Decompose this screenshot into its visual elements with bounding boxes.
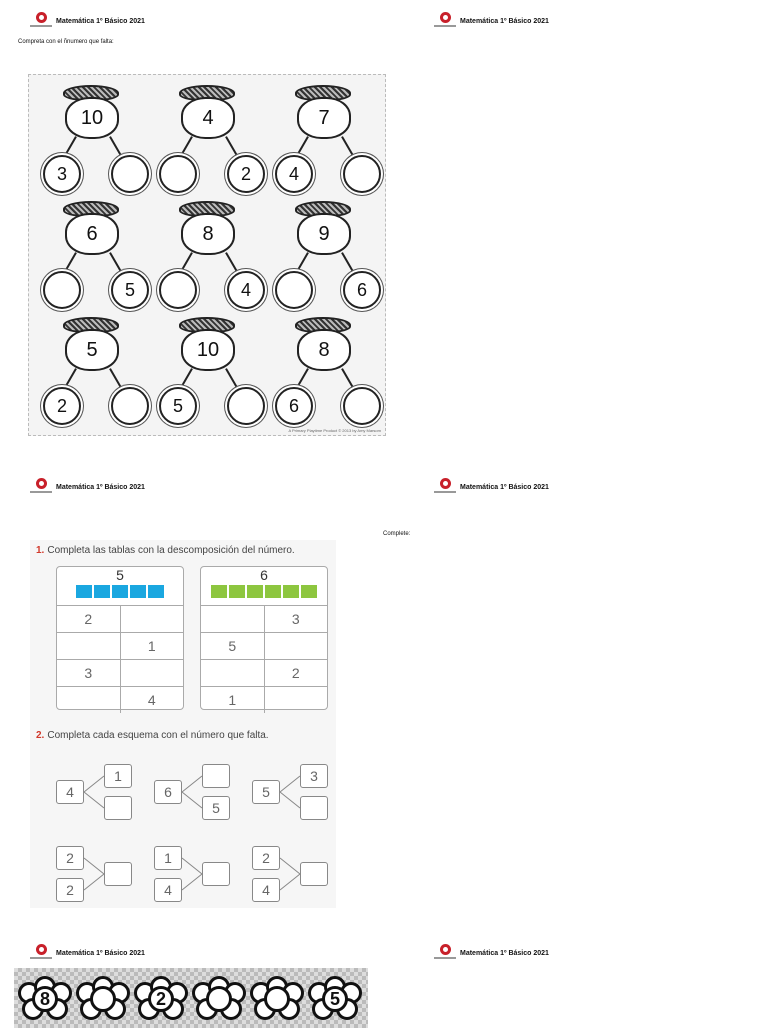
scheme-connector <box>182 776 202 792</box>
scheme-result-box[interactable] <box>202 862 230 886</box>
scheme-connector <box>182 792 202 808</box>
pot-leg <box>109 136 123 158</box>
scheme-part-box: 3 <box>300 764 328 788</box>
flower-number: 2 <box>148 986 174 1012</box>
table-total: 5 <box>116 567 124 583</box>
pot-total: 10 <box>65 97 119 139</box>
pot-problem <box>265 199 383 313</box>
pot-problem <box>33 315 151 429</box>
pot-total: 5 <box>65 329 119 371</box>
school-logo <box>30 478 52 496</box>
flower <box>134 976 188 1022</box>
scheme-part-box[interactable] <box>104 796 132 820</box>
flower-number[interactable] <box>264 986 290 1012</box>
scheme-connector <box>280 858 300 874</box>
scheme-part-box: 1 <box>154 846 182 870</box>
flower-number: 8 <box>32 986 58 1012</box>
flower-number: 5 <box>322 986 348 1012</box>
scheme-connector <box>84 776 104 792</box>
part-circle-left[interactable]: 3 <box>43 155 81 193</box>
flower-number[interactable] <box>90 986 116 1012</box>
question-1-text: Completa las tablas con la descomposición del número. <box>47 545 295 556</box>
part-circle-right[interactable] <box>111 387 149 425</box>
flower <box>250 976 304 1022</box>
scheme-connector <box>280 792 300 808</box>
header-title: Matemática 1º Básico 2021 <box>460 949 549 957</box>
pot-problem <box>265 315 383 429</box>
part-circle-right[interactable]: 5 <box>111 271 149 309</box>
flower <box>192 976 246 1022</box>
header-title: Matemática 1º Básico 2021 <box>56 17 145 25</box>
pot-problem <box>149 199 267 313</box>
page1-instruction: Compreta con el ñnumero que falta: <box>18 39 114 45</box>
table-cell[interactable]: 2 <box>264 660 328 686</box>
table-cell[interactable]: 5 <box>228 638 237 654</box>
pot-leg <box>341 368 355 390</box>
pot-total: 7 <box>297 97 351 139</box>
pot-total: 10 <box>181 329 235 371</box>
pot-problem <box>149 83 267 197</box>
pot-leg <box>225 136 239 158</box>
school-logo <box>30 944 52 962</box>
decomposition-worksheet <box>30 540 336 908</box>
pot-problem <box>265 83 383 197</box>
school-logo <box>30 12 52 30</box>
pot-total: 8 <box>297 329 351 371</box>
flower-number[interactable] <box>206 986 232 1012</box>
scheme-part-box[interactable] <box>202 764 230 788</box>
table-cell[interactable]: 1 <box>120 633 184 659</box>
part-circle-right[interactable] <box>227 387 265 425</box>
header-right-3 <box>434 944 549 962</box>
scheme-connector <box>84 858 104 874</box>
page2-instruction: Complete: <box>383 531 411 537</box>
pot-leg <box>225 252 239 274</box>
part-circle-left[interactable] <box>159 271 197 309</box>
part-circle-right[interactable] <box>343 155 381 193</box>
header-right-1 <box>434 12 549 30</box>
scheme-result-box[interactable] <box>104 862 132 886</box>
scheme-connector <box>280 874 300 890</box>
pot-problem <box>149 315 267 429</box>
pot-total: 8 <box>181 213 235 255</box>
flower <box>308 976 362 1022</box>
scheme-connector <box>182 874 202 890</box>
question-2-text: Completa cada esquema con el número que falta. <box>47 730 269 741</box>
pots-worksheet <box>28 74 386 436</box>
school-logo <box>434 478 456 496</box>
pot-leg <box>225 368 239 390</box>
scheme-part-box[interactable] <box>300 796 328 820</box>
part-circle-right[interactable] <box>343 387 381 425</box>
table-cell[interactable]: 2 <box>84 611 93 627</box>
header-left-1 <box>30 12 145 30</box>
flowers-worksheet <box>14 968 368 1028</box>
part-circle-right[interactable] <box>111 155 149 193</box>
scheme-part-box: 5 <box>202 796 230 820</box>
scheme-connector <box>84 792 104 808</box>
pot-leg <box>109 368 123 390</box>
part-circle-left[interactable] <box>159 155 197 193</box>
header-title: Matemática 1º Básico 2021 <box>460 483 549 491</box>
header-title: Matemática 1º Básico 2021 <box>56 483 145 491</box>
part-circle-left[interactable]: 6 <box>275 387 313 425</box>
scheme-part-box: 2 <box>56 846 84 870</box>
header-title: Matemática 1º Básico 2021 <box>460 17 549 25</box>
pot-problem <box>33 83 151 197</box>
scheme-whole-box: 6 <box>154 780 182 804</box>
worksheet-credit: A Primary Playtime Product © 2013 by Amy Marsom <box>288 428 381 433</box>
table-cell[interactable]: 3 <box>264 606 328 632</box>
flower <box>18 976 72 1022</box>
header-right-2 <box>434 478 549 496</box>
scheme-whole-box: 5 <box>252 780 280 804</box>
scheme-part-box: 2 <box>252 846 280 870</box>
scheme-connector <box>182 858 202 874</box>
header-left-2 <box>30 478 145 496</box>
school-logo <box>434 944 456 962</box>
header-left-3 <box>30 944 145 962</box>
scheme-result-box[interactable] <box>300 862 328 886</box>
table-cell[interactable]: 1 <box>228 692 237 708</box>
scheme-connector <box>84 874 104 890</box>
part-circle-left[interactable] <box>43 271 81 309</box>
table-cell[interactable]: 4 <box>120 687 184 713</box>
part-circle-left[interactable]: 2 <box>43 387 81 425</box>
scheme-part-box: 2 <box>56 878 84 902</box>
part-circle-right[interactable]: 4 <box>227 271 265 309</box>
pot-total: 4 <box>181 97 235 139</box>
table-cell[interactable]: 3 <box>84 665 93 681</box>
pot-total: 9 <box>297 213 351 255</box>
pot-leg <box>341 136 355 158</box>
pot-leg <box>109 252 123 274</box>
school-logo <box>434 12 456 30</box>
part-circle-left[interactable]: 4 <box>275 155 313 193</box>
scheme-part-box: 4 <box>252 878 280 902</box>
scheme-connector <box>280 776 300 792</box>
part-circle-right[interactable]: 6 <box>343 271 381 309</box>
pot-problem <box>33 199 151 313</box>
pot-total: 6 <box>65 213 119 255</box>
part-circle-right[interactable]: 2 <box>227 155 265 193</box>
table-total: 6 <box>260 567 268 583</box>
part-circle-left[interactable]: 5 <box>159 387 197 425</box>
part-circle-left[interactable] <box>275 271 313 309</box>
flower <box>76 976 130 1022</box>
header-title: Matemática 1º Básico 2021 <box>56 949 145 957</box>
scheme-part-box: 4 <box>154 878 182 902</box>
question-1-number: 1. <box>36 545 45 556</box>
pot-leg <box>341 252 355 274</box>
scheme-part-box: 1 <box>104 764 132 788</box>
question-2-number: 2. <box>36 730 45 741</box>
scheme-whole-box: 4 <box>56 780 84 804</box>
